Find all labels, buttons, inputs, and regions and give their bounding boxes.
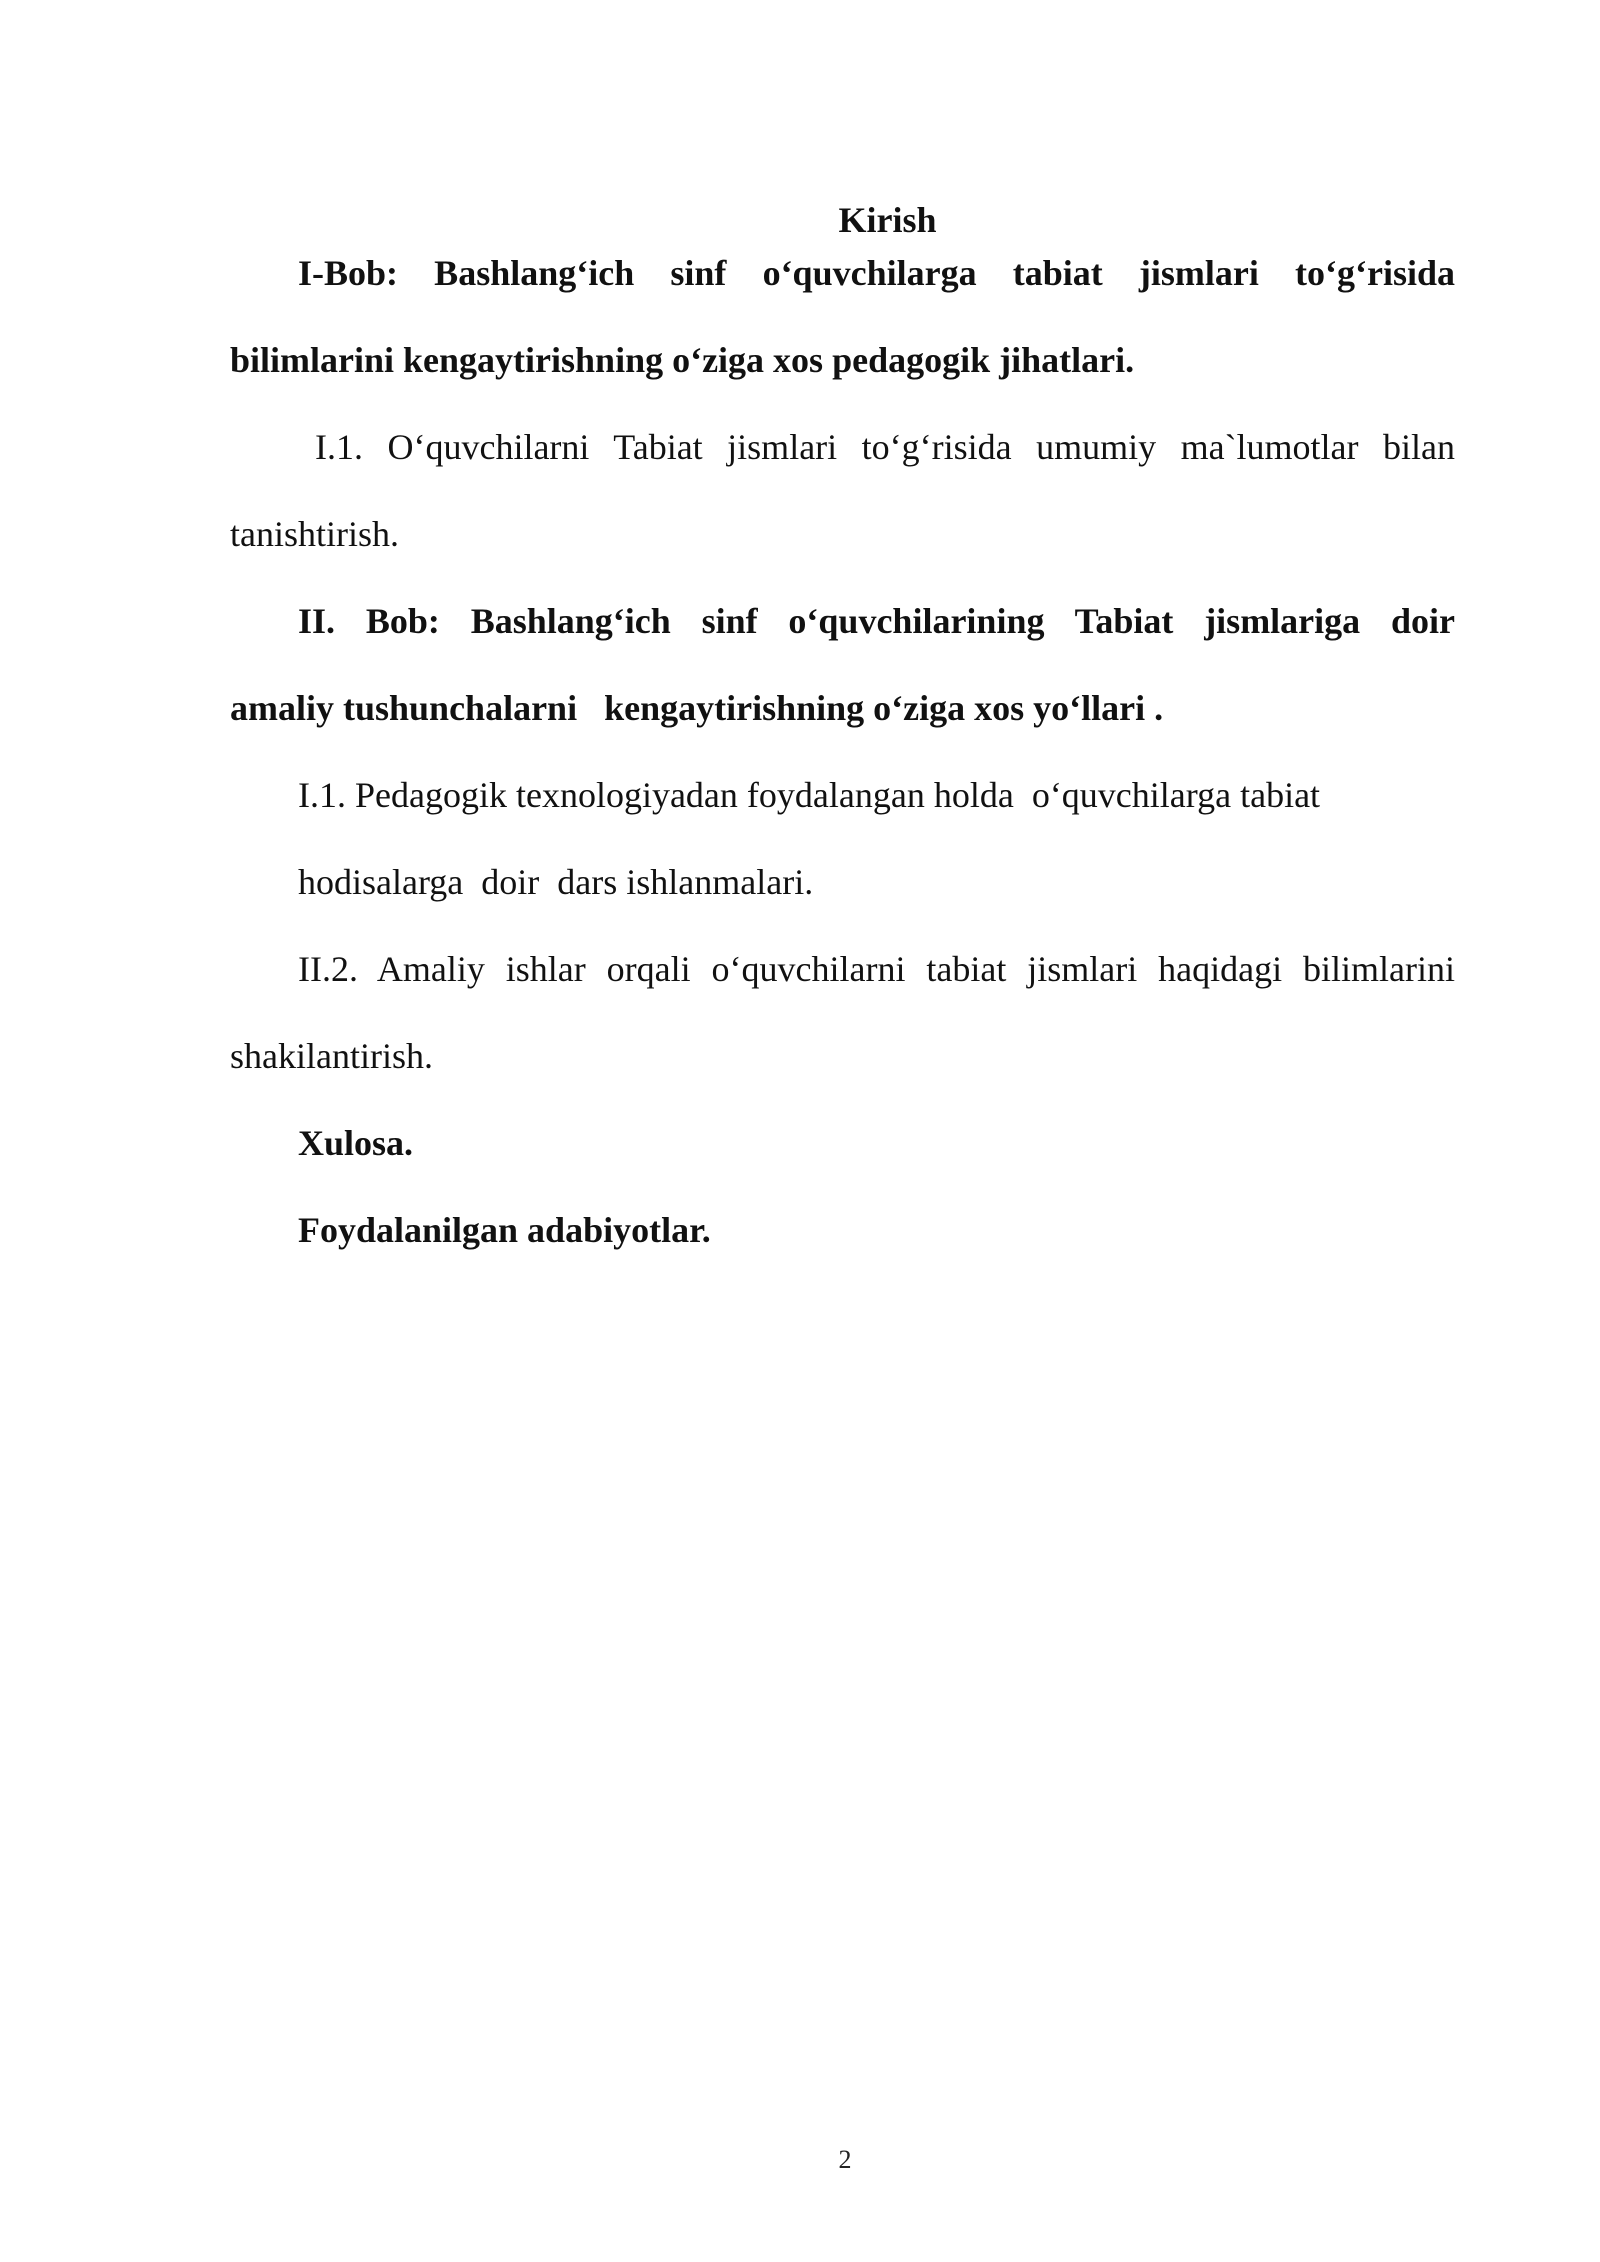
section-1-1-line-1: I.1. O‘quvchilarni Tabiat jismlari to‘g‘risida umumiy ma`lumotlar bilan — [315, 427, 1455, 467]
chapter-1-line-1: I-Bob: Bashlang‘ich sinf o‘quvchilarga tabiat jismlari to‘g‘risida — [298, 253, 1455, 293]
chapter-1-line-2: bilimlarini kengaytirishning o‘ziga xos pedagogik jihatlari. — [230, 340, 1135, 380]
section-2-2 — [230, 926, 1455, 1100]
section-2-2-line-2: shakilantirish. — [230, 1036, 433, 1076]
section-2-2-line-1: II.2. Amaliy ishlar orqali o‘quvchilarni tabiat jismlari haqidagi bilimlarini — [298, 949, 1455, 989]
references-heading: Foydalanilgan adabiyotlar. — [298, 1210, 711, 1250]
table-of-contents — [230, 190, 1455, 1274]
page-title: Kirish — [838, 200, 937, 240]
chapter-1-heading — [230, 230, 1455, 404]
chapter-2-line-1: II. Bob: Bashlang‘ich sinf o‘quvchilarining Tabiat jismlariga doir — [298, 601, 1455, 641]
chapter-2-line-2: amaliy tushunchalarni kengaytirishning o‘ziga xos yo‘llari . — [230, 688, 1164, 728]
page-number: 2 — [838, 2145, 852, 2174]
section-2-1 — [230, 752, 1455, 926]
section-1-1-line-2: tanishtirish. — [230, 514, 399, 554]
section-1-1 — [230, 404, 1455, 578]
conclusion-heading: Xulosa. — [298, 1123, 414, 1163]
section-2-1-line-1: I.1. Pedagogik texnologiyadan foydalangan holda o‘quvchilarga tabiat — [298, 775, 1321, 815]
section-2-1-line-2: hodisalarga doir dars ishlanmalari. — [298, 862, 814, 902]
chapter-2-heading — [230, 578, 1455, 752]
